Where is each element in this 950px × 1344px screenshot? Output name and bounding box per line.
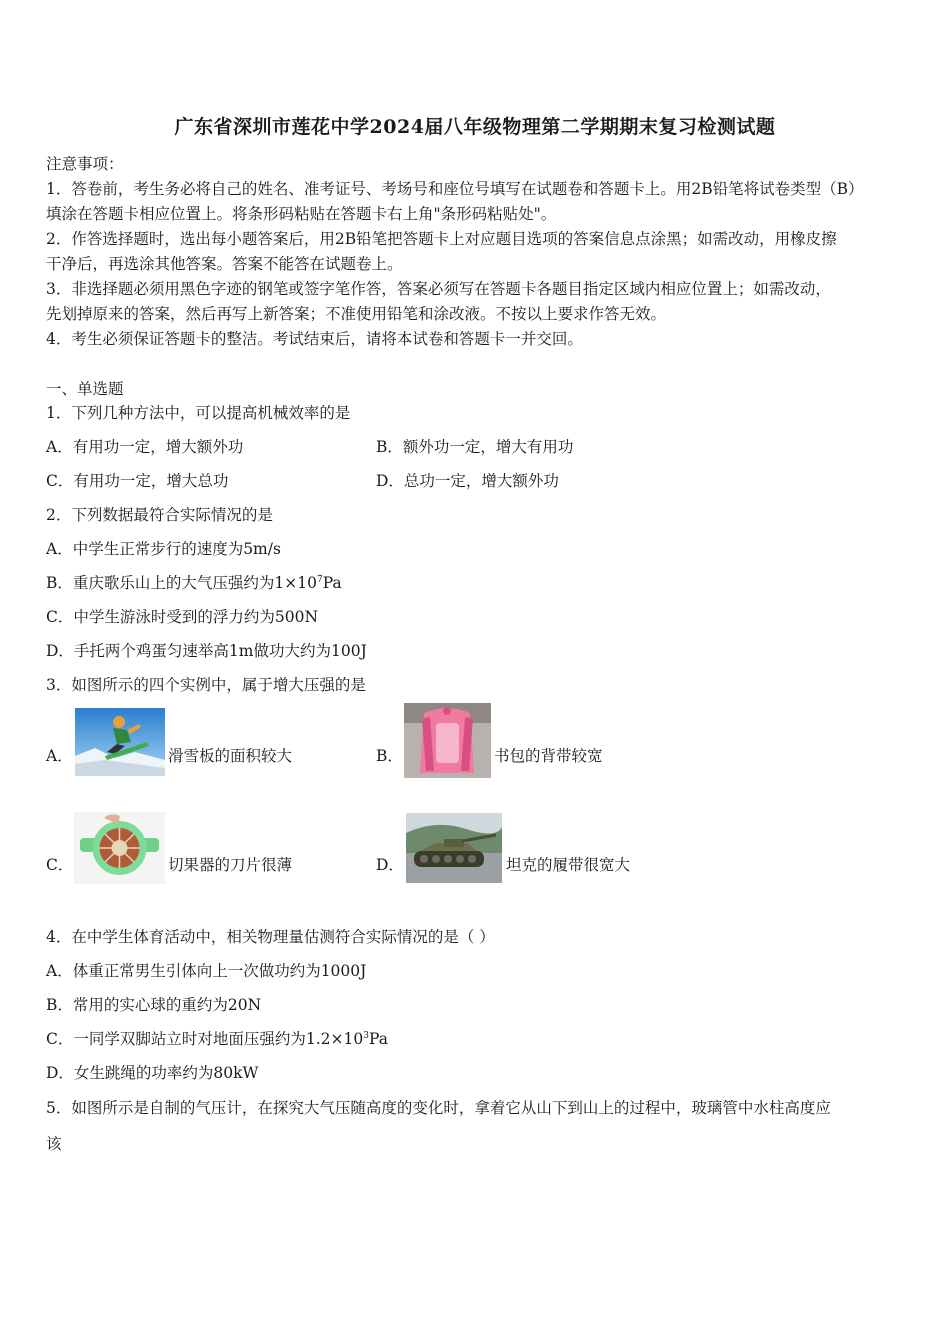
question-5-stem-continued: 该 <box>46 1135 62 1153</box>
fruit-cutter-image <box>74 812 165 884</box>
q2-option-d: D．手托两个鸡蛋匀速举高1m做功大约为100J <box>46 642 367 660</box>
notice-line: 先划掉原来的答案，然后再写上新答案；不准使用铅笔和涂改液。不按以上要求作答无效。 <box>46 305 667 323</box>
notice-line: 干净后，再选涂其他答案。答案不能答在试题卷上。 <box>46 255 403 273</box>
snowboard-image <box>75 708 165 776</box>
q1-option-d: D．总功一定，增大额外功 <box>376 472 559 490</box>
question-4-stem: 4．在中学生体育活动中，相关物理量估测符合实际情况的是（ ） <box>46 928 495 946</box>
q2-option-b: B．重庆歌乐山上的大气压强约为$1\times 10^7Pa$ <box>46 574 342 592</box>
q1-option-c: C．有用功一定，增大总功 <box>46 472 229 490</box>
tank-picture <box>406 813 502 883</box>
backpack-image <box>404 703 491 778</box>
snowboard-picture <box>75 708 165 776</box>
section-heading: 一、单选题 <box>46 380 124 398</box>
q3-option-d-text: 坦克的履带很宽大 <box>506 856 631 874</box>
q4-option-d: D．女生跳绳的功率约为80kW <box>46 1064 259 1082</box>
notice-line: 1．答卷前，考生务必将自己的姓名、准考证号、考场号和座位号填写在试题卷和答题卡上。用2B铅笔将试卷类型（B） <box>46 180 864 198</box>
question-3-stem: 3．如图所示的四个实例中，属于增大压强的是 <box>46 676 366 694</box>
q4-option-b: B．常用的实心球的重约为20N <box>46 996 262 1014</box>
notice-line: 4．考生必须保证答题卡的整洁。考试结束后，请将本试卷和答题卡一并交回。 <box>46 330 583 348</box>
notice-line: 2．作答选择题时，选出每小题答案后，用2B铅笔把答题卡上对应题目选项的答案信息点涂黑；如需改动，用橡皮擦 <box>46 230 837 248</box>
backpack-picture <box>404 703 491 778</box>
question-2-stem: 2．下列数据最符合实际情况的是 <box>46 506 273 524</box>
q1-option-b: B．额外功一定，增大有用功 <box>376 438 574 456</box>
tank-image <box>406 813 502 883</box>
question-1-stem: 1．下列几种方法中，可以提高机械效率的是 <box>46 404 351 422</box>
fruit-cutter-picture <box>74 812 165 884</box>
q1-option-a: A．有用功一定，增大额外功 <box>46 438 244 456</box>
q3-option-c-text: 切果器的刀片很薄 <box>168 856 293 874</box>
question-5-stem: 5．如图所示是自制的气压计，在探究大气压随高度的变化时，拿着它从山下到山上的过程中，玻璃管中水柱高度应 <box>46 1099 831 1117</box>
q3-option-a-text: 滑雪板的面积较大 <box>168 747 293 765</box>
q3-option-b-text: 书包的背带较宽 <box>494 747 603 765</box>
q2-option-a: A．中学生正常步行的速度为5m/s <box>46 540 281 558</box>
notice-line: 3．非选择题必须用黑色字迹的钢笔或签字笔作答，答案必须写在答题卡各题目指定区域内相应位置上；如需改动， <box>46 280 831 298</box>
notice-line: 填涂在答题卡相应位置上。将条形码粘贴在答题卡右上角"条形码粘贴处"。 <box>46 205 557 223</box>
q3-option-c-letter: C． <box>46 856 74 874</box>
q3-option-d-letter: D． <box>376 856 404 874</box>
q2-option-c: C．中学生游泳时受到的浮力约为500N <box>46 608 319 626</box>
notice-heading: 注意事项： <box>46 155 124 173</box>
q4-option-a: A．体重正常男生引体向上一次做功约为1000J <box>46 962 367 980</box>
page-title: 广东省深圳市莲花中学2024届八年级物理第二学期期末复习检测试题 <box>174 116 776 138</box>
q3-option-b-letter: B． <box>376 747 403 765</box>
q3-option-a-letter: A． <box>46 747 73 765</box>
q4-option-c: C．一同学双脚站立时对地面压强约为$1.2\times 10^3Pa$ <box>46 1030 388 1048</box>
